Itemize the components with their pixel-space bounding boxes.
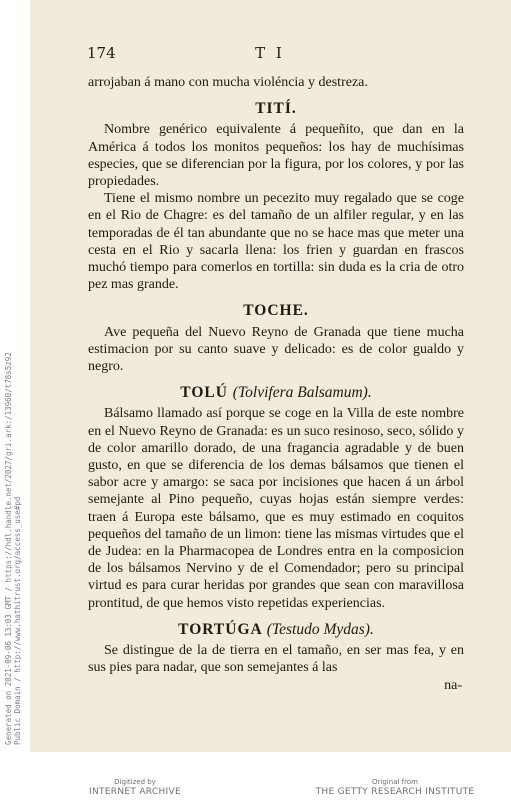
provenance-note bbox=[4, 352, 22, 745]
tortuga-paragraph: Se distingue de la de tierra en el tamaño, en ser mas fea, y en sus pies para nadar, que son semejantes á las bbox=[88, 643, 464, 676]
titi-paragraph-2: Tiene el mismo nombre un pecezito muy regalado que se coge en el Rio de Chagre: es del tamaño de un alfiler regular, y en las temporadas de él tan abundante que no se hace mas que meter una cesta en el Rio y sacarla llena: los frien y guardan en frascos muchó tiempo para comerlos en tortilla: sin duda es la cria de otro pez mas grande. bbox=[88, 191, 464, 293]
tortuga-scientific-name: (Testudo Mydas). bbox=[266, 620, 374, 638]
entry-heading-toche: TOCHE. bbox=[243, 302, 309, 320]
carry-over-line: arrojaban á mano con mucha violéncia y destreza. bbox=[88, 75, 368, 90]
toche-paragraph: Ave pequeña del Nuevo Reyno de Granada que tiene mucha estimacion por su canto suave y delicado: es de color gualdo y negro. bbox=[88, 324, 464, 375]
tolu-name: TOLÚ bbox=[180, 384, 228, 402]
titi-paragraph-1: Nombre genérico equivalente á pequeñito, que dan en la América á todos los monitos pequeños: los hay de muchísimas especies, que se diferencian por la figura, por los colores, y por las propiedades. bbox=[88, 122, 464, 190]
tolu-scientific-name: (Tolvifera Balsamum). bbox=[232, 384, 372, 402]
source-credit bbox=[305, 778, 485, 798]
entry-heading-tolu bbox=[88, 384, 464, 401]
running-head: T I bbox=[255, 44, 285, 62]
digitized-by-label: Digitized by bbox=[114, 778, 156, 786]
digitizer-name: INTERNET ARCHIVE bbox=[89, 787, 181, 797]
digitizer-credit bbox=[60, 778, 210, 798]
tortuga-name: TORTÚGA bbox=[178, 620, 262, 638]
provenance-line-1: Generated on 2021-09-06 13:03 GMT / https://hdl.handle.net/2027/gri.ark:/13960/t78s5z92 bbox=[4, 352, 13, 745]
entry-heading-tortuga bbox=[88, 621, 464, 638]
source-institution: THE GETTY RESEARCH INSTITUTE bbox=[315, 787, 475, 797]
page-footer bbox=[30, 752, 511, 800]
catchword: na- bbox=[444, 677, 462, 693]
provenance-line-2: Public Domain / http://www.hathitrust.org/access_use#pd bbox=[13, 496, 22, 745]
tolu-paragraph: Bálsamo llamado así porque se coge en la Villa de este nombre en el Nuevo Reyno de Granada: es un suco resinoso, seco, sólido y de color amarillo dorado, de una fragancia agradable y de buen gusto, en que se diferencia de los demas bálsamos que tienen el sabor acre y amargo: se saca por incisiones que hacen á un árbol semejante al Pino pequeño, cuyas hojas están siempre verdes: traen á Europa este bálsamo, que es muy estimado en coquitos pequeños del tamaño de un limon: tiene las mismas virtudes que el de Judea: en la Pharmacopea de Londres entra en la composicion de los bálsamos Nervino y de el Comendador; pero su principal virtud es para curar heridas por grandes que sean con maravillosa prontitud, de que hemos visto repetidas experiencias. bbox=[88, 406, 464, 611]
page-body bbox=[88, 74, 464, 694]
page-number: 174 bbox=[87, 44, 116, 62]
entry-heading-titi: TITÍ. bbox=[255, 100, 297, 118]
page-header bbox=[55, 44, 485, 68]
original-from-label: Original from bbox=[372, 778, 418, 786]
